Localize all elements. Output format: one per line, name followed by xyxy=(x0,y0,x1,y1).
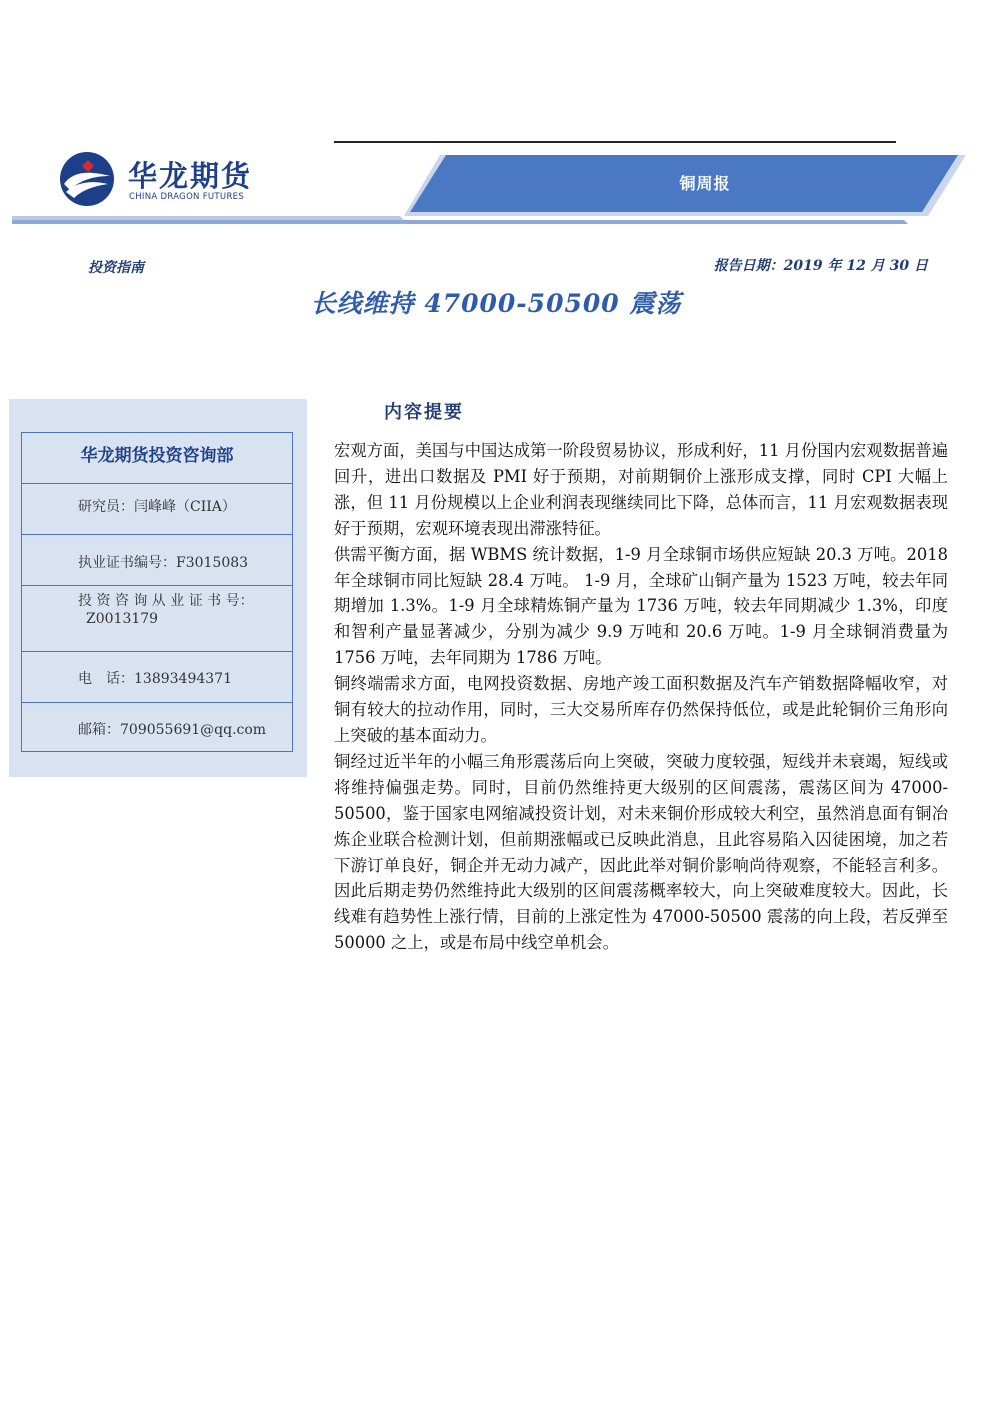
license-number: 执业证书编号：F3015083 xyxy=(78,555,249,571)
dragon-logo-icon xyxy=(58,150,116,208)
researcher-name: 研究员：闫峰峰（CIIA） xyxy=(78,499,236,515)
license-row xyxy=(22,535,292,586)
summary-body xyxy=(334,438,948,956)
phone-row xyxy=(22,652,292,703)
report-type-label: 铜周报 xyxy=(679,174,731,193)
consulting-cert-number: Z0013179 xyxy=(86,611,159,627)
paragraph-outlook: 铜经过近半年的小幅三角形震荡后向上突破，突破力度较强，短线并未衰竭，短线或将维持偏强走势。同时，目前仍然维持更大级别的区间震荡，震荡区间为 47000-50500，鉴于国家电网缩减投资计划，对未来铜价形成较大利空，虽然消息面有铜冶炼企业联合检测计划，但前期涨幅或已反映此消息，且此容易陷入囚徒困境，加之若下游订单良好，铜企并无动力减产，因此此举对铜价影响尚待观察，不能轻言利多。因此后期走势仍然维持此大级别的区间震荡概率较大，向上突破难度较大。因此，长线难有趋势性上涨行情，目前的上涨定性为 47000-50500 震荡的向上段，若反弹至 50000 之上，或是布局中线空单机会。 xyxy=(334,751,948,953)
summary-heading: 内容提要 xyxy=(384,402,464,423)
consulting-cert-label: 投 资 咨 询 从 业 证 书 号： xyxy=(78,593,254,609)
department-heading: 华龙期货投资咨询部 xyxy=(22,433,292,484)
report-date: 报告日期：2019 年 12 月 30 日 xyxy=(713,258,928,274)
document-title: 长线维持 47000-50500 震荡 xyxy=(310,289,682,318)
company-logo xyxy=(58,150,268,210)
paragraph-macro: 宏观方面，美国与中国达成第一阶段贸易协议，形成利好，11 月份国内宏观数据普遍回升，进出口数据及 PMI 好于预期，对前期铜价上涨形成支撑，同时 CPI 大幅上涨，但 11 月份规模以上企业利润表现继续同比下降，总体而言，11 月宏观数据表现好于预期，宏观环境表现出滞涨特征。 xyxy=(334,441,948,538)
company-name-en: CHINA DRAGON FUTURES xyxy=(129,192,245,202)
email-address: 邮箱：709055691@qq.com xyxy=(78,722,267,738)
phone-number: 电 话：13893494371 xyxy=(78,671,232,687)
header-rule xyxy=(334,141,896,143)
contact-info-box xyxy=(21,432,293,752)
report-category: 投资指南 xyxy=(88,260,144,276)
email-row xyxy=(22,703,292,751)
company-name-cn: 华龙期货 xyxy=(128,159,253,193)
paragraph-end-demand: 铜终端需求方面，电网投资数据、房地产竣工面积数据及汽车产销数据降幅收窄，对铜有较大的拉动作用，同时，三大交易所库存仍然保持低位，或是此轮铜价三角形向上突破的基本面动力。 xyxy=(334,674,948,745)
consulting-cert-row xyxy=(22,586,292,652)
researcher-row xyxy=(22,484,292,535)
paragraph-supply-demand: 供需平衡方面，据 WBMS 统计数据，1-9 月全球铜市场供应短缺 20.3 万吨。2018 年全球铜市同比短缺 28.4 万吨。 1-9 月，全球矿山铜产量为 1523 万吨，较去年同期增加 1.3%。1-9 月全球精炼铜产量为 1736 万吨，较去年同期减少 1.3%，印度和智利产量显著减少，分别为减少 9.9 万吨和 20.6 万吨。1-9 月全球铜消费量为 1756 万吨，去年同期为 1786 万吨。 xyxy=(334,544,948,668)
